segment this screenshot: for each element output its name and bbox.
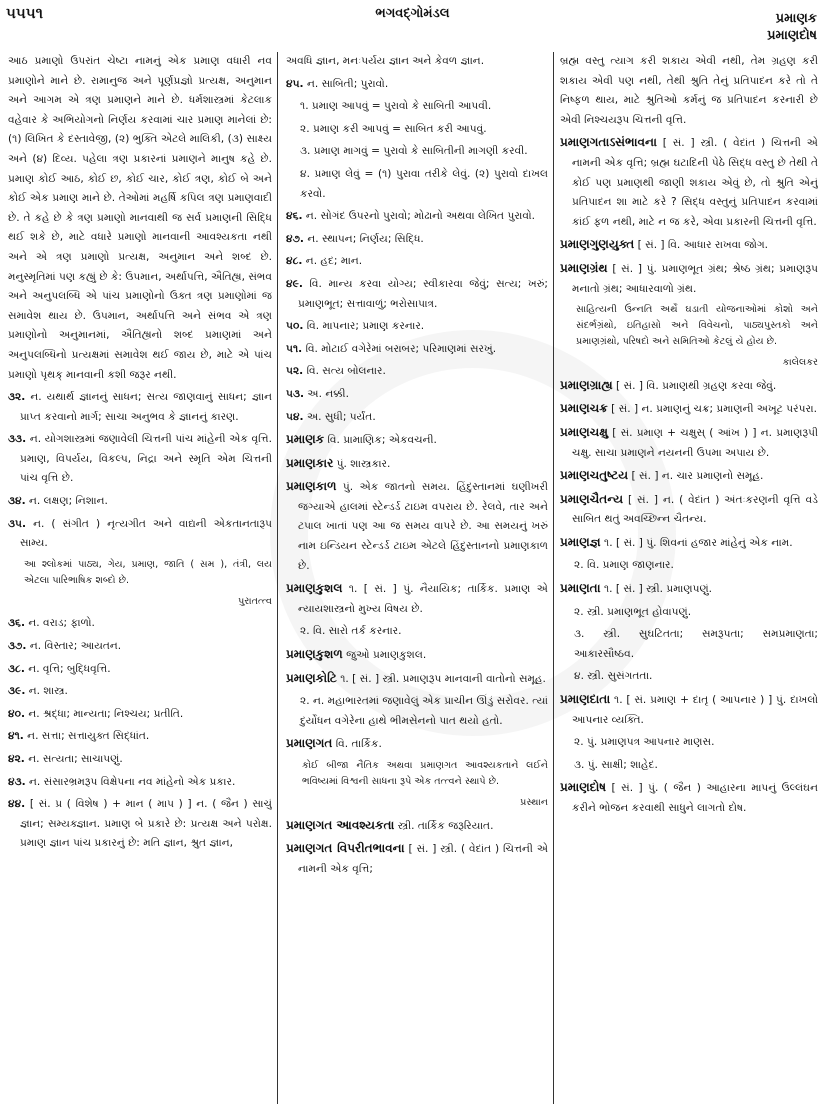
citation-quote: આ શ્લોકમાં પાઠ્ય, ગેય, પ્રમાણ, જાતિ ( સમ ), તંત્રી, લય એટલા પારિભાષિક શબ્દો છે. [24,558,272,586]
sub-sense: ૩. પું. સાક્ષી; શાહેદ. [574,758,658,771]
sub-sense: ૩. સ્ત્રી. સુઘટિતતા; સમરૂપતા; સમપ્રમાણતા; આકારસૌષ્ઠવ. [574,628,818,660]
headword: પ્રમાણચૈતન્ય [560,491,624,506]
sub-sense: ૨. ન. મહાભારતમાં જણાવેલું એક પ્રાચીન ઊંડું સરોવર. ત્યાં દુર્યોધન વગેરેના હાથે ભીમસેનનો પાત થયો હતો. [300,695,548,727]
sense-entry: ૪૨. ન. સત્યતા; સાચાપણું. [8,753,123,765]
sub-sense: ૨. પ્રમાણ કરી આપવું = સાબિત કરી આપવું. [300,122,487,135]
headword-entry: પ્રમાણગ્રંથ [ સં. ] પું. પ્રમાણભૂત ગ્રંથ; શ્રેષ્ઠ ગ્રંથ; પ્રમાણરૂપ મનાતો ગ્રંથ; આધારવાળો ગ્રંથ. [560,260,818,295]
sense-entry: ૩૬. ન. વરાડ; ફાળો. [8,617,95,630]
guide-words [767,10,817,44]
headword-entry: પ્રમાણજ્ઞ ૧. [ સં. ] પું. શિવનાં હજાર માંહેનું એક નામ. [560,534,793,549]
headword-entry: પ્રમાણગ્રાહ્ય [ સં. ] વિ. પ્રમાણથી ગ્રહણ કરવા જેવું. [560,377,777,392]
sub-sense: ૨. વિ. સારો તર્ક કરનાર. [300,625,402,638]
sense-entry: ૩૮. ન. વૃત્તિ; બુદ્ધિવૃત્તિ. [8,662,111,675]
headword-entry: પ્રમાણગત વિપરીતભાવના [ સં. ] સ્ત્રી. ( વેદાંત ) ચિત્તની એ નામની એક વૃત્તિ; [286,841,548,875]
headword-entry: પ્રમાણચૈતન્ય [ સં. ] ન. ( વેદાંત ) અંતઃકરણની વૃત્તિ વડે સાબિત થતું અવચ્છિન્ન ચૈતન્ય. [560,491,818,526]
headword: પ્રમાણગ્રાહ્ય [560,377,613,392]
sense-entry: ૩૩. ન. યોગશાસ્ત્રમાં જણાવેલી ચિત્તની પાંચ માંહેની એક વૃત્તિ. પ્રમાણ, વિપર્યય, વિકલ્પ, નિદ્રા અને સ્મૃતિ એમ ચિત્તની પાંચ વૃત્તિ છે. [8,433,272,485]
sense-entry: ૫૧. વિ. મોટાઈ વગેરેમાં બરાબર; પરિમાણમાં સરખું. [286,342,497,355]
sense-entry: ૪૧. ન. સત્તા; સત્તાયુક્ત સિદ્ધાંત. [8,730,150,743]
headword-entry: પ્રમાણગત વિ. તાર્કિક. [286,736,382,751]
headword-entry: પ્રમાણચક્ષુ [ સં. પ્રમાણ + ચક્ષુસ્ ( આંખ ) ] ન. પ્રમાણરૂપી ચક્ષુ. સાચા પ્રમાણને નયનની ઉપમા અપાય છે. [560,424,818,459]
sub-sense: ૨. સ્ત્રી. પ્રમાણભૂત હોવાપણું. [574,605,692,618]
sense-entry: ૫૩. અ. નક્કી. [286,387,349,400]
column-3 [560,52,818,1107]
sub-sense: ૪. સ્ત્રી. સુસંગતતા. [574,670,653,683]
headword-entry: પ્રમાણદાતા ૧. [ સં. પ્રમાણ + દાતૃ ( આપનાર ) ] પું. દાખલો આપનાર વ્યક્તિ. [560,692,818,726]
sub-sense: ૧. પ્રમાણ આપવું = પુરાવો કે સાબિતી આપવી. [300,100,492,113]
sense-entry: ૪૮. ન. હદ; માન. [286,255,363,268]
page-number: ૫૫૫૧ [6,4,43,22]
citation-quote: સાહિત્યની ઉન્નતિ અર્થે ઘડાતી યોજનાઓમાં કોશો અને સંદર્ભગ્રંથો, ઇતિહાસો અને વિવેચનો, પાઠ્યપુસ્તકો અને પ્રમાણગ્રંથો, પરિષદો અને સમિતિઓ કેટલું યે હોય છે. [576,304,818,348]
sub-sense: ૩. પ્રમાણ માગવું = પુરાવો કે સાબિતીની માગણી કરવી. [300,145,528,158]
headword-entry: પ્રમાણકોટિ ૧. [ સં. ] સ્ત્રી. પ્રમાણરૂપ માનવાની વાતોનો સમૂહ. [286,670,546,685]
headword: પ્રમાણગ્રંથ [560,260,608,275]
headword-entry: પ્રમાણચક્ર [ સં. ] ન. પ્રમાણનું ચક્ર; પ્રમાણની અખૂટ પરંપરા. [560,401,817,416]
citation-source: પુરાતત્ત્વ [238,595,272,607]
citation-source: કાલેલકર [782,357,818,369]
sense-entry: ૪૬. ન. સોગંદ ઉપરનો પુરાવો; મોઢાનો અથવા લેખિત પુરાવો. [286,210,536,223]
headword: પ્રમાણચતુષ્ટય [560,468,629,483]
sense-entry: ૩૯. ન. શાસ્ત્ર. [8,685,68,698]
sub-sense: ૪. પ્રમાણ લેવું = (૧) પુરાવા તરીકે લેવું. (૨) પુરાવો દાખલ કરવો. [300,167,548,200]
citation-source: પ્રસ્થાન [520,797,548,808]
sub-sense: ૨. વિ. પ્રમાણ જાણનાર. [574,559,674,572]
headword: પ્રમાણક [286,432,325,447]
book-title: ભગવદ્ગોમંડલ [375,6,450,21]
headword: પ્રમાણગુણયુક્ત [560,237,635,252]
headword-entry: પ્રમાણતા ૧. [ સં. ] સ્ત્રી. પ્રમાણપણું. [560,581,713,596]
page-header [0,0,825,50]
citation-quote: કોઈ બીજા નૈતિક અથવા પ્રમાણગત આવશ્યકતાને લઈને ભવિષ્યમાં વિશ્વની સાધના રૂપે એક તત્ત્વને સ્થાપે છે. [302,760,548,787]
sense-entry: ૩૨. ન. યથાર્થ જ્ઞાનનું સાધન; સત્ય જાણવાનું સાધન; જ્ઞાન પ્રાપ્ત કરવાનો માર્ગ; સાચા અનુભવ કે જ્ઞાનનું કારણ. [8,391,272,423]
headword: પ્રમાણદોષ [560,780,607,795]
headword-entry: પ્રમાણદોષ [ સં. ] પું. ( જૈન ) આહારના માપનું ઉલ્લંઘન કરીને ભોજન કરવાથી સાધુને લાગતો દોષ. [560,780,818,814]
sense-entry: ૪૭. ન. સ્થાપન; નિર્ણય; સિદ્ધિ. [286,232,424,245]
headword-entry: પ્રમાણક વિ. પ્રામાણિક; એકવચની. [286,432,437,447]
headword: પ્રમાણચક્ષુ [560,424,608,439]
sense-entry: ૫૨. વિ. સત્ય બોલનાર. [286,365,386,378]
sense-entry: ૪૩. ન. સંસારભ્રમરૂપ વિક્ષેપના નવ માંહેનો એક પ્રકાર. [8,775,236,788]
headword-entry: પ્રમાણકાર પું. શાસ્ત્રકાર. [286,455,391,470]
headword-entry: પ્રમાણકાળ પું. એક જાતનો સમય. હિંદુસ્તાનમાં ઘણીખરી જગ્યાએ હાલમાં સ્ટેન્ડર્ડ ટાઇમ વપરાય છે. રેલવે, તાર અને ટપાલ ખાતાં પણ આ જ સમય વાપરે છે. આ સમયનું ખરું નામ ઇન્ડિયન સ્ટેન્ડર્ડ ટાઇમ એટલે હિંદુસ્તાનનો પ્રમાણકાળ છે. [286,479,548,572]
headword-entry: પ્રમાણગુણયુક્ત [ સં. ] વિ. આધાર રાખવા જોગ. [560,237,769,252]
headword-entry: પ્રમાણકુશલ ૧. [ સં. ] પું. નૈયાયિક; તાર્કિક. પ્રમાણ એ ન્યાયશાસ્ત્રનો મુખ્ય વિષય છે. [286,581,548,615]
sense-entry: ૪૯. વિ. માન્ય કરવા યોગ્ય; સ્વીકારવા જેવું; સત્ય; ખરું; પ્રમાણભૂત; સત્તાવાળું; ભરોસાપાત્ર. [286,277,548,310]
headword: પ્રમાણદાતા [560,692,611,707]
sense-entry: ૩૪. ન. લક્ષણ; નિશાન. [8,495,108,508]
paragraph: આઠ પ્રમાણો ઉપરાંત ચેષ્ટા નામનું એક પ્રમાણ વધારી નવ પ્રમાણોને માને છે. રામાનુજ અને પૂર્ણપ્રજ્ઞો પ્રત્યક્ષ, અનુમાન અને આગમ એ ત્રણ પ્રમાણને માને છે. ધર્મશાસ્ત્રમાં કેટલાક વહેવાર કે અભિયોગનો નિર્ણય કરવામાં ચાર પ્રમાણ માનેલાં છે: (૧) લિખિત કે દસ્તાવેજી, (૨) ભુક્તિ એટલે માલિકી, (૩) સાક્ષ્ય અને (૪) દિવ્ય. પહેલા ત્રણ પ્રકારનાં પ્રમાણને માનુષ કહે છે. પ્રમાણ કોઈ આઠ, કોઈ છ, કોઈ ચાર, કોઈ ત્રણ, કોઈ બે અને કોઈ એક પ્રમાણ માને છે. તેઓમાં મહર્ષિ કપિલ ત્રણ પ્રમાણવાદી છે. તે કહે છે કે ત્રણ પ્રમાણો માનવાથી જ સર્વ પ્રમાણની સિદ્ધિ થઈ શકે છે, માટે વધારે પ્રમાણો માનવાની આવશ્યકતા નથી અને એ ત્રણ પ્રમાણો પ્રત્યક્ષ, અનુમાન અને શબ્દ છે. મનુસ્મૃતિમાં પણ કહ્યું છે કે: ઉપમાન, અર્થાપત્તિ, ઐતિહ્ય, સંભવ અને અનુપલબ્ધિ એ પાંચ પ્રમાણોનો ઉક્ત ત્રણ પ્રમાણોમાં જ સમાવેશ થાય છે. ઉપમાન, અર્થાપત્તિ અને સંભવ એ ત્રણ પ્રમાણોનો અનુમાનમાં, ઐતિહ્યનો શબ્દ પ્રમાણમાં અને અનુપલબ્ધિનો પ્રત્યક્ષમાં સમાવેશ થઈ જાય છે, માટે એ પાંચ પ્રમાણો પૃથક્ માનવાની કશી જરૂર નથી. [8,55,272,381]
sense-entry: ૫૦. વિ. માપનાર; પ્રમાણ કરનાર. [286,320,425,333]
continuation-text: બ્રહ્મ વસ્તુ ત્યાગ કરી શકાય એવી નથી, તેમ ગ્રહણ કરી શકાય એવી પણ નથી, તેથી શ્રુતિ તેનું પ્રતિપાદન કરે તો તે નિષ્ફળ થાય, માટે શ્રુતિઓ કર્મનું જ પ્રતિપાદન કરનારી છે એવી નિશ્ચયરૂપ ચિત્તની વૃત્તિ. [560,55,818,126]
sense-entry: ૪૦. ન. શ્રદ્ધા; માન્યતા; નિશ્ચય; પ્રતીતિ. [8,707,184,720]
headword: પ્રમાણગત [286,736,333,751]
sub-sense: ૨. પું. પ્રમાણપત્ર આપનાર માણસ. [574,736,715,749]
sense-entry: ૩૫. ન. ( સંગીત ) નૃત્યગીત અને વાદ્યની એકતાનતારૂપ સામ્ય. [8,517,272,550]
continuation-text: અવધિ જ્ઞાન, મનઃપર્યય જ્ઞાન અને કેવળ જ્ઞાન. [286,55,485,67]
dictionary-columns [0,52,825,1107]
sense-entry: ૪૪. [ સં. પ્ર ( વિશેષ ) + માન ( માપ ) ] ન. ( જૈન ) સાચું જ્ઞાન; સમ્યક્જ્ઞાન. પ્રમાણ બે પ્રકારે છે: પ્રત્યક્ષ અને પરોક્ષ. પ્રમાણ જ્ઞાન પાંચ પ્રકારનું છે: મતિ જ્ઞાન, શ્રુત જ્ઞાન, [8,798,272,850]
headword: પ્રમાણતા [560,581,601,596]
headword: પ્રમાણકાર [286,455,334,470]
headword: પ્રમાણકાળ [286,479,337,494]
sense-entry: ૩૭. ન. વિસ્તાર; આયતન. [8,640,122,653]
headword: પ્રમાણકોટિ [286,670,337,685]
headword: પ્રમાણગતાઽસંભાવના [560,135,657,150]
column-1 [8,52,272,1107]
headword-entry: પ્રમાણગત આવશ્યકતા સ્ત્રી. તાર્કિક જરૂરિયાત. [286,817,494,832]
guide-word-last: પ્રમાણદોષ [767,28,817,43]
headword: પ્રમાણચક્ર [560,401,608,416]
headword: પ્રમાણગત વિપરીતભાવના [286,841,405,856]
headword-entry: પ્રમાણકુશળ જુઓ પ્રમાણકુશલ. [286,647,427,662]
headword: પ્રમાણકુશળ [286,647,343,662]
headword-entry: પ્રમાણગતાઽસંભાવના [ સં. ] સ્ત્રી. ( વેદાંત ) ચિત્તની એ નામની એક વૃત્તિ; બ્રહ્મ ઘટાદિની પેઠે સિદ્ધ વસ્તુ છે તેથી તે કોઈ પણ પ્રમાણથી જાણી શકાય એવું છે, તો શ્રુતિ એનું પ્રતિપાદન શા માટે કરે ? સિદ્ધ વસ્તુનું પ્રતિપાદન કરવામાં કાંઈ ફળ નથી, માટે ન જ કરે, એવા પ્રકારની ચિત્તની વૃત્તિ. [560,135,818,228]
headword: પ્રમાણકુશલ [286,581,343,596]
headword-entry: પ્રમાણચતુષ્ટય [ સં. ] ન. ચાર પ્રમાણનો સમૂહ. [560,468,764,483]
sense-entry: ૪૫. ન. સાબિતી; પુરાવો. [286,77,389,90]
headword: પ્રમાણગત આવશ્યકતા [286,817,395,832]
guide-word-first: પ્રમાણક [775,11,817,26]
sense-entry: ૫૪. અ. સુધી; પર્યંત. [286,410,376,423]
column-2 [286,52,548,1107]
headword: પ્રમાણજ્ઞ [560,534,601,549]
